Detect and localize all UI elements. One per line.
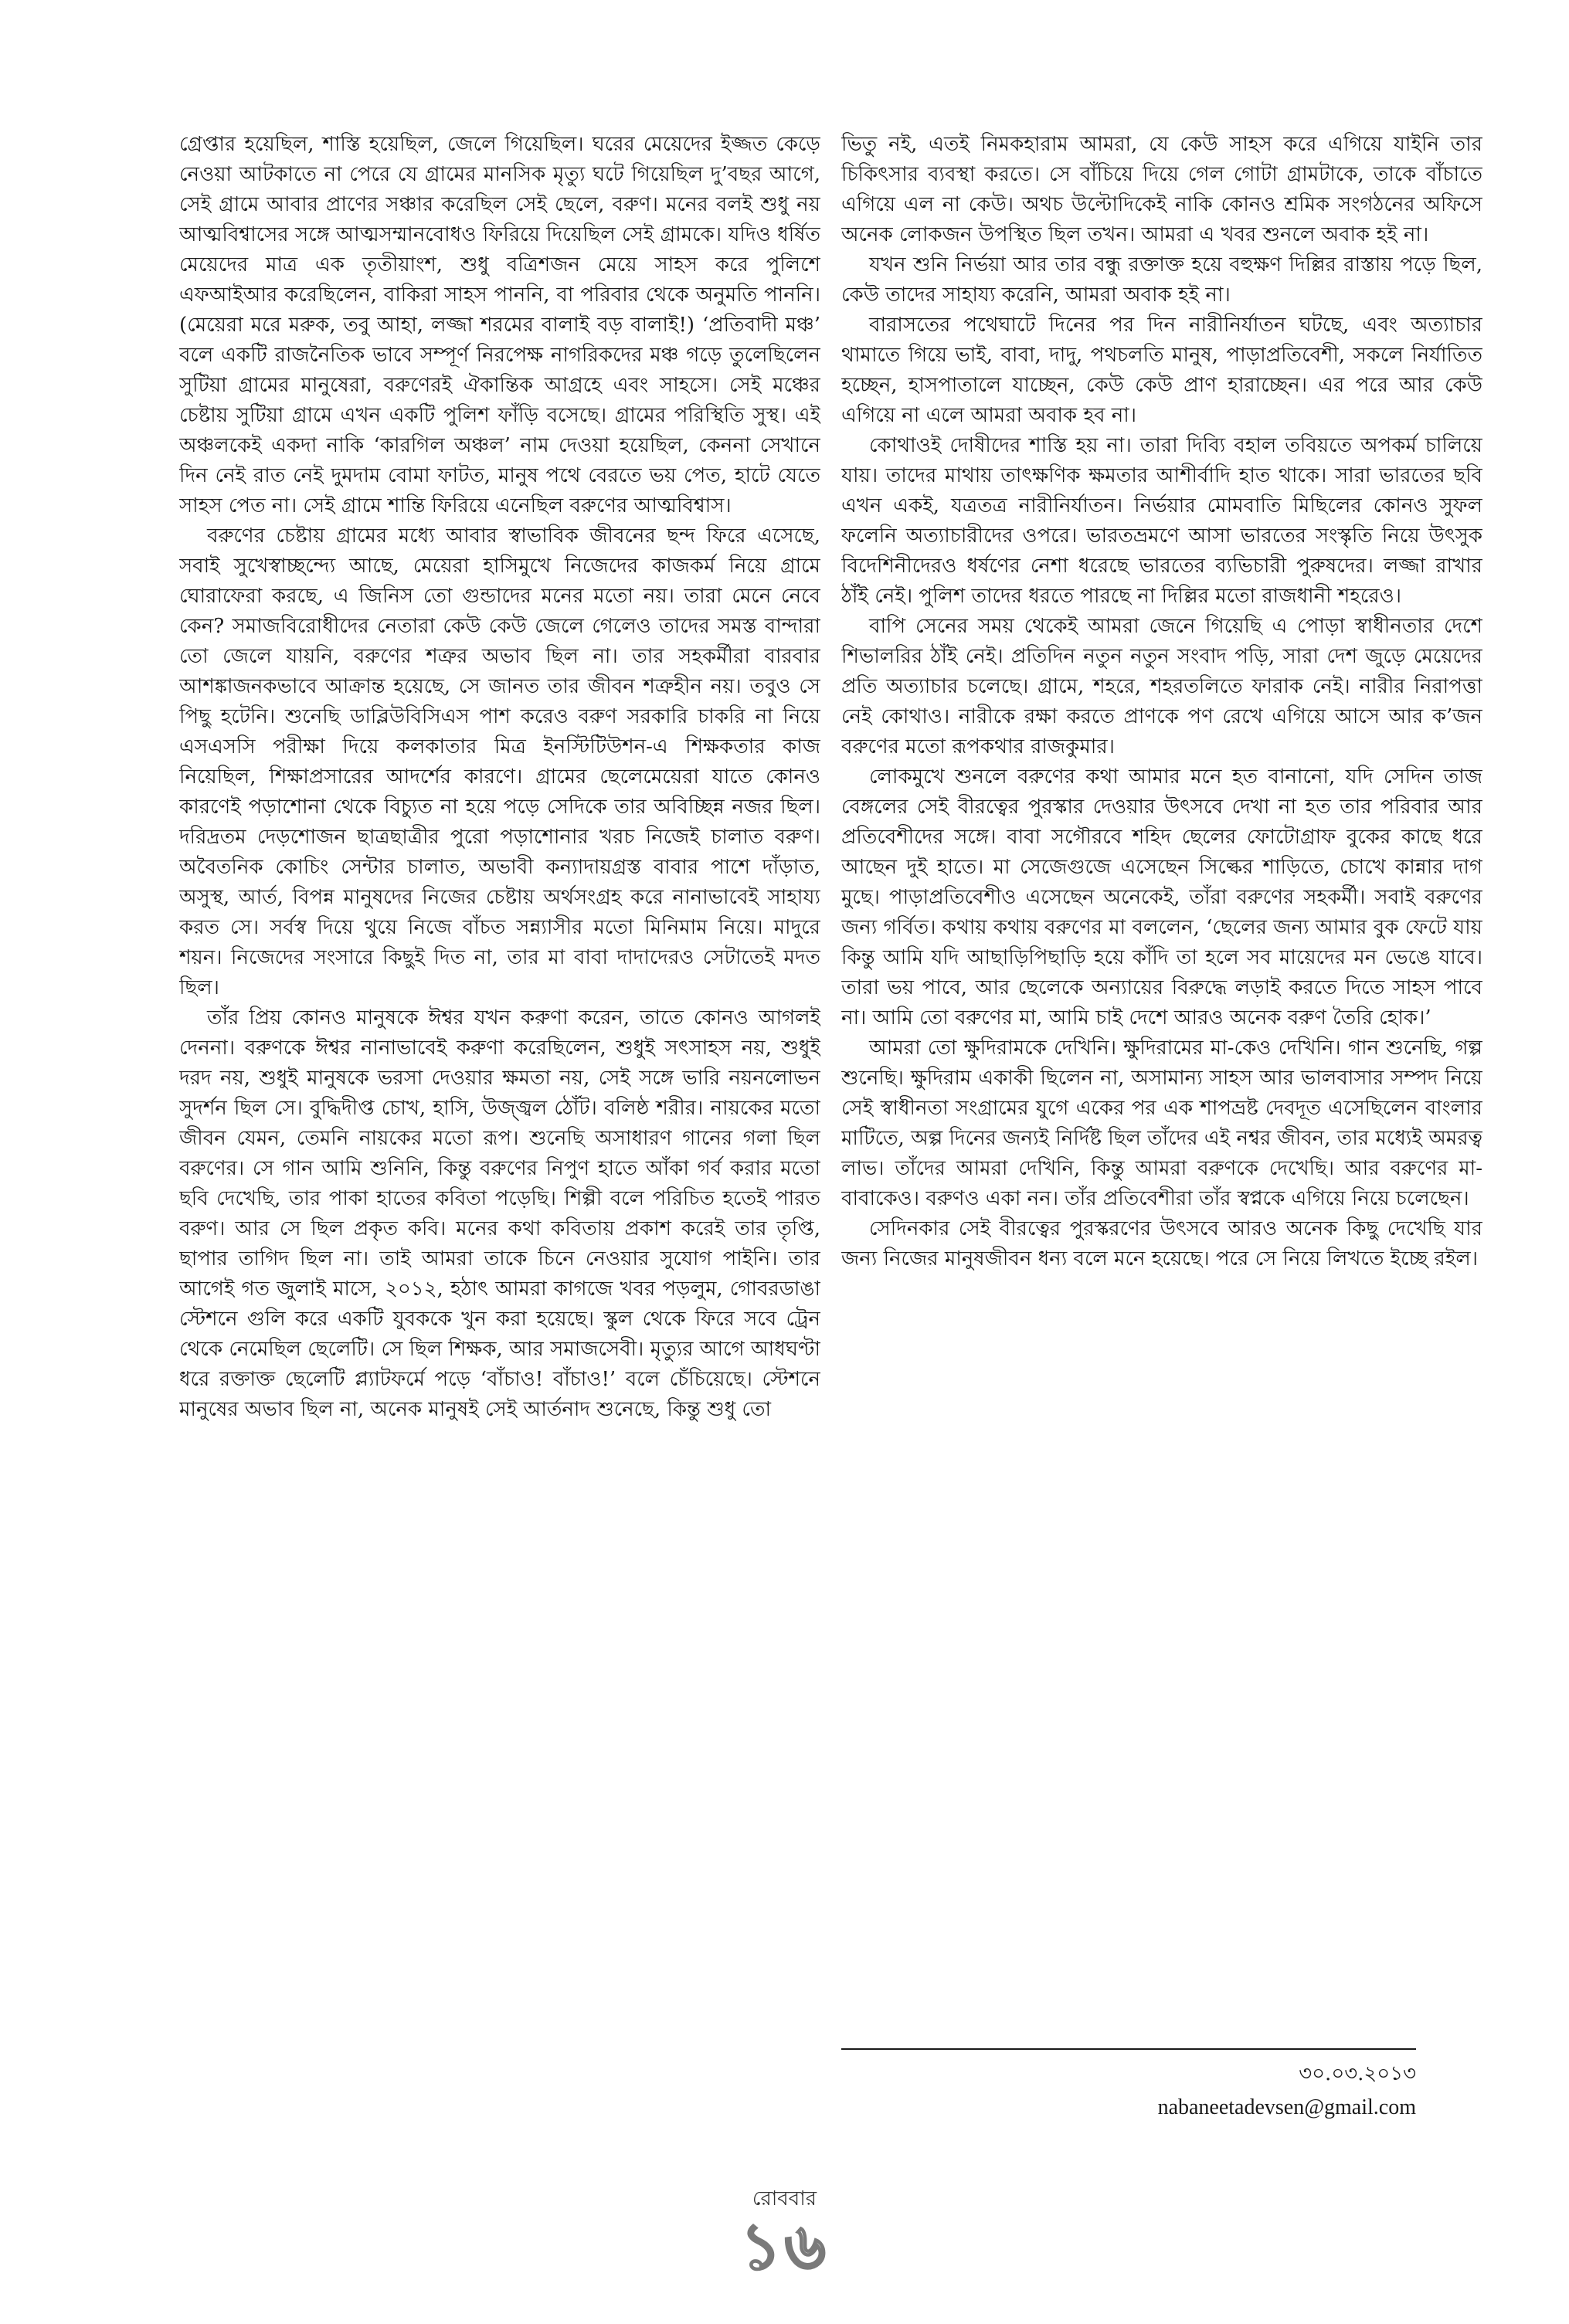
article-date: ৩০.০৩.২০১৩ [1299,2062,1416,2085]
paragraph: তাঁর প্রিয় কোনও মানুষকে ঈশ্বর যখন করুণা করেন, তাতে কোনও আগলই দেননা। বরুণকে ঈশ্বর নানাভাবেই করুণা করেছিলেন, শুধুই সৎসাহস নয়, শুধুই দরদ নয়, শুধুই মানুষকে ভরসা দেওয়ার ক্ষমতা নয়, সেই সঙ্গে ভারি নয়নলোভন সুদর্শন ছিল সে। বুদ্ধিদীপ্ত চোখ, হাসি, উজ্জ্বল ঠোঁট। বলিষ্ঠ শরীর। নায়কের মতো জীবন যেমন, তেমনি নায়কের মতো রূপ। শুনেছি অসাধারণ গানের গলা ছিল বরুণের। সে গান আমি শুনিনি, কিন্তু বরুণের নিপুণ হাতে আঁকা গর্ব করার মতো ছবি দেখেছি, তার পাকা হাতের কবিতা পড়েছি। শিল্পী বলে পরিচিত হতেই পারত বরুণ। আর সে ছিল প্রকৃত কবি। মনের কথা কবিতায় প্রকাশ করেই তার তৃপ্তি, ছাপার তাগিদ ছিল না। তাই আমরা তাকে চিনে নেওয়ার সুযোগ পাইনি। তার আগেই গত জুলাই মাসে, ২০১২, হঠাৎ আমরা কাগজে খবর পড়লুম, গোবরডাঙা স্টেশনে গুলি করে একটি যুবককে খুন করা হয়েছে। স্কুল থেকে ফিরে সবে ট্রেন থেকে নেমেছিল ছেলেটি। সে ছিল শিক্ষক, আর সমাজসেবী। মৃত্যুর আগে আধঘণ্টা ধরে রক্তাক্ত ছেলেটি প্ল্যাটফর্মে পড়ে ‘বাঁচাও! বাঁচাও!’ বলে চেঁচিয়েছে। স্টেশনে মানুষের অভাব ছিল না, অনেক মানুষই সেই আর্তনাদ শুনেছে, কিন্তু শুধু তো [179,1006,820,1421]
page-footer [0,2186,1569,2282]
paragraph: কোথাওই দোষীদের শাস্তি হয় না। তারা দিব্যি বহাল তবিয়তে অপকর্ম চালিয়ে যায়। তাদের মাথায় তাৎক্ষণিক ক্ষমতার আশীর্বাদি হাত থাকে। সারা ভারতের ছবি এখন একই, যত্রতত্র নারীনির্যাতন। নির্ভয়ার মোমবাতি মিছিলের কোনও সুফল ফলেনি অত্যাচারীদের ওপরে। ভারতভ্রমণে আসা ভারতের সংস্কৃতি নিয়ে উৎসুক বিদেশিনীদেরও ধর্ষণের নেশা ধরেছে ভারতের ব্যভিচারী পুরুষদের। লজ্জা রাখার ঠাঁই নেই। পুলিশ তাদের ধরতে পারছে না দিল্লির মতো রাজধানী শহরেও। [841,434,1482,608]
paragraph: বাপি সেনের সময় থেকেই আমরা জেনে গিয়েছি এ পোড়া স্বাধীনতার দেশে শিভালরির ঠাঁই নেই। প্রতিদিন নতুন নতুন সংবাদ পড়ি, সারা দেশ জুড়ে মেয়েদের প্রতি অত্যাচার চলেছে। গ্রামে, শহরে, শহরতলিতে ফারাক নেই। নারীর নিরাপত্তা নেই কোথাও। নারীকে রক্ষা করতে প্রাণকে পণ রেখে এগিয়ে আসে আর ক’জন বরুণের মতো রূপকথার রাজকুমার। [841,615,1482,758]
divider [841,2048,1416,2050]
left-column [179,130,820,2076]
magazine-title: রোববার [752,2187,817,2210]
paragraph: সেদিনকার সেই বীরত্বের পুরস্করণের উৎসবে আরও অনেক কিছু দেখেছি যার জন্য নিজের মানুষজীবন ধন্য বলে মনে হয়েছে। পরে সে নিয়ে লিখতে ইচ্ছে রইল। [841,1217,1482,1271]
paragraph: গ্রেপ্তার হয়েছিল, শাস্তি হয়েছিল, জেলে গিয়েছিল। ঘরের মেয়েদের ইজ্জত কেড়ে নেওয়া আটকাতে না পেরে যে গ্রামের মানসিক মৃত্যু ঘটে গিয়েছিল দু’বছর আগে, সেই গ্রামে আবার প্রাণের সঞ্চার করেছিল সেই ছেলে, বরুণ। মনের বলই শুধু নয় আত্মবিশ্বাসের সঙ্গে আত্মসম্মানবোধও ফিরিয়ে দিয়েছিল সেই গ্রামকে। যদিও ধর্ষিত মেয়েদের মাত্র এক তৃতীয়াংশ, শুধু বত্রিশজন মেয়ে সাহস করে পুলিশে এফআইআর করেছিলেন, বাকিরা সাহস পাননি, বা পরিবার থেকে অনুমতি পাননি। (মেয়েরা মরে মরুক, তবু আহা, লজ্জা শরমের বালাই বড় বালাই!) ‘প্রতিবাদী মঞ্চ’ বলে একটি রাজনৈতিক ভাবে সম্পূর্ণ নিরপেক্ষ নাগরিকদের মঞ্চ গড়ে তুলেছিলেন সুটিয়া গ্রামের মানুষেরা, বরুণেরই ঐকান্তিক আগ্রহে এবং সাহসে। সেই মঞ্চের চেষ্টায় সুটিয়া গ্রামে এখন একটি পুলিশ ফাঁড়ি বসেছে। গ্রামের পরিস্থিতি সুস্থ। এই অঞ্চলকেই একদা নাকি ‘কারগিল অঞ্চল’ নাম দেওয়া হয়েছিল, কেননা সেখানে দিন নেই রাত নেই দুমদাম বোমা ফাটত, মানুষ পথে বেরতে ভয় পেত, হাটে যেতে সাহস পেত না। সেই গ্রামে শান্তি ফিরিয়ে এনেছিল বরুণের আত্মবিশ্বাস। [179,133,820,517]
paragraph: ভিতু নই, এতই নিমকহারাম আমরা, যে কেউ সাহস করে এগিয়ে যাইনি তার চিকিৎসার ব্যবস্থা করতে। সে বাঁচিয়ে দিয়ে গেল গোটা গ্রামটাকে, তাকে বাঁচাতে এগিয়ে এল না কেউ। অথচ উল্টোদিকেই নাকি কোনও শ্রমিক সংগঠনের অফিসে অনেক লোকজন উপস্থিত ছিল তখন। আমরা এ খবর শুনলে অবাক হই না। [841,133,1482,246]
paragraph: লোকমুখে শুনলে বরুণের কথা আমার মনে হত বানানো, যদি সেদিন তাজ বেঙ্গলের সেই বীরত্বের পুরস্কার দেওয়ার উৎসবে দেখা না হত তার পরিবার আর প্রতিবেশীদের সঙ্গে। বাবা সগৌরবে শহিদ ছেলের ফোটোগ্রাফ বুকের কাছে ধরে আছেন দুই হাতে। মা সেজেগুজে এসেছেন সিল্কের শাড়িতে, চোখে কান্নার দাগ মুছে। পাড়াপ্রতিবেশীও এসেছেন অনেকেই, তাঁরা বরুণের সহকর্মী। সবাই বরুণের জন্য গর্বিত। কথায় কথায় বরুণের মা বললেন, ‘ছেলের জন্য আমার বুক ফেটে যায় কিন্তু আমি যদি আছাড়িপিছাড়ি হয়ে কাঁদি তা হলে সব মায়েদের মন ভেঙে যাবে। তারা ভয় পাবে, আর ছেলেকে অন্যায়ের বিরুদ্ধে লড়াই করতে দিতে সাহস পাবে না। আমি তো বরুণের মা, আমি চাই দেশে আরও অনেক বরুণ তৈরি হোক।’ [841,765,1482,1030]
paragraph: বারাসতের পথেঘাটে দিনের পর দিন নারীনির্যাতন ঘটছে, এবং অত্যাচার থামাতে গিয়ে ভাই, বাবা, দাদু, পথচলতি মানুষ, পাড়াপ্রতিবেশী, সকলে নির্যাতিত হচ্ছেন, হাসপাতালে যাচ্ছেন, কেউ কেউ প্রাণ হারাচ্ছেন। এর পরে আর কেউ এগিয়ে না এলে আমরা অবাক হব না। [841,314,1482,427]
article-footer [841,2048,1416,2122]
right-column [841,130,1482,2022]
page-number: ১৬ [740,2210,829,2284]
paragraph: বরুণের চেষ্টায় গ্রামের মধ্যে আবার স্বাভাবিক জীবনের ছন্দ ফিরে এসেছে, সবাই সুখেস্বাচ্ছন্দ্যে আছে, মেয়েরা হাসিমুখে নিজেদের কাজকর্ম নিয়ে গ্রামে ঘোরাফেরা করছে, এ জিনিস তো গুন্ডাদের মনের মতো নয়। তারা মেনে নেবে কেন? সমাজবিরোধীদের নেতারা কেউ কেউ জেলে গেলেও তাদের সমস্ত বান্দারা তো জেলে যায়নি, বরুণের শত্রুর অভাব ছিল না। তার সহকর্মীরা বারবার আশঙ্কাজনকভাবে আক্রান্ত হয়েছে, সে জানত তার জীবন শত্রুহীন নয়। তবুও সে পিছু হটেনি। শুনেছি ডাব্লিউবিসিএস পাশ করেও বরুণ সরকারি চাকরি না নিয়ে এসএসসি পরীক্ষা দিয়ে কলকাতার মিত্র ইনস্টিটিউশন-এ শিক্ষকতার কাজ নিয়েছিল, শিক্ষাপ্রসারের আদর্শের কারণে। গ্রামের ছেলেমেয়েরা যাতে কোনও কারণেই পড়াশোনা থেকে বিচ্যুত না হয়ে পড়ে সেদিকে তার অবিচ্ছিন্ন নজর ছিল। দরিদ্রতম দেড়শোজন ছাত্রছাত্রীর পুরো পড়াশোনার খরচ নিজেই চালাত বরুণ। অবৈতনিক কোচিং সেন্টার চালাত, অভাবী কন্যাদায়গ্রস্ত বাবার পাশে দাঁড়াত, অসুস্থ, আর্ত, বিপন্ন মানুষদের নিজের চেষ্টায় অর্থসংগ্রহ করে নানাভাবেই সাহায্য করত সে। সর্বস্ব দিয়ে থুয়ে নিজে বাঁচত সন্ন্যাসীর মতো মিনিমাম নিয়ে। মাদুরে শয়ন। নিজেদের সংসারে কিছুই দিত না, তার মা বাবা দাদাদেরও সেটাতেই মদত ছিল। [179,524,820,999]
paragraph: যখন শুনি নির্ভয়া আর তার বন্ধু রক্তাক্ত হয়ে বহুক্ষণ দিল্লির রাস্তায় পড়ে ছিল, কেউ তাদের সাহায্য করেনি, আমরা অবাক হই না। [841,253,1482,307]
paragraph: আমরা তো ক্ষুদিরামকে দেখিনি। ক্ষুদিরামের মা-কেও দেখিনি। গান শুনেছি, গল্প শুনেছি। ক্ষুদিরাম একাকী ছিলেন না, অসামান্য সাহস আর ভালবাসার সম্পদ নিয়ে সেই স্বাধীনতা সংগ্রামের যুগে একের পর এক শাপভ্রষ্ট দেবদূত এসেছিলেন বাংলার মাটিতে, অল্প দিনের জন্যই নির্দিষ্ট ছিল তাঁদের এই নশ্বর জীবন, তার মধ্যেই অমরত্ব লাভ। তাঁদের আমরা দেখিনি, কিন্তু আমরা বরুণকে দেখেছি। আর বরুণের মা-বাবাকেও। বরুণও একা নন। তাঁর প্রতিবেশীরা তাঁর স্বপ্নকে এগিয়ে নিয়ে চলেছেন। [841,1036,1482,1210]
author-email: nabaneetadevsen@gmail.com [1157,2095,1416,2119]
